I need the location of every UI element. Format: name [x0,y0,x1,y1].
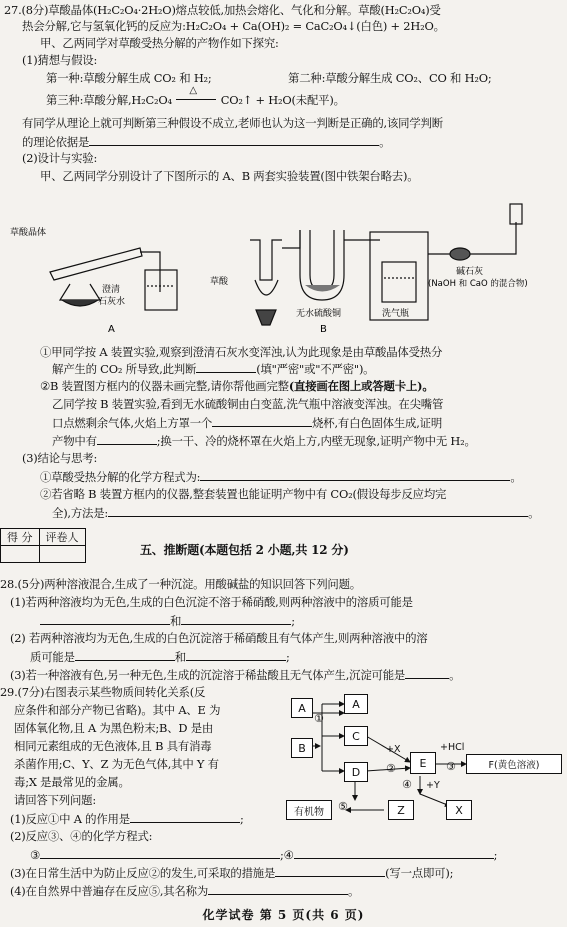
q27-line-20: 全),方法是: 。 [52,506,540,520]
reaction-1-label: ① [314,712,324,725]
q27-hypothesis-3: 第三种:草酸分解,H₂C₂O₄ △ CO₂↑ + H₂O(未配平)。 [46,85,345,107]
label-wash-bottle: 洗气瓶 [382,309,410,319]
apparatus-figure [10,200,555,340]
node-a-2: A [344,694,368,714]
q27-line-9: (2)设计与实验: [22,151,98,165]
answer-blank[interactable] [40,848,280,859]
q28-line-1: 28.(5分)两种溶液混合,生成了一种沉淀。用酸碱盐的知识回答下列问题。 [0,577,362,591]
score-cell: 得 分 [1,529,40,546]
score-table [0,528,86,563]
answer-blank[interactable] [97,434,157,445]
label-oxalic: 草酸 [210,277,229,287]
q29-line-5: 杀菌作用;C、Y、Z 为无色气体,其中 Y 有 [14,757,219,771]
q28-line-2: (1)若两种溶液均为无色,生成的白色沉淀不溶于稀硝酸,则两种溶液中的溶质可能是 [10,595,413,609]
node-b: B [291,738,313,758]
reaction-3-label: ③ [446,760,456,773]
q29-line-2: 应条件和部分产物已省略)。其中 A、E 为 [14,703,221,717]
q27-line-11: ①甲同学按 A 装置实验,观察到澄清石灰水变浑浊,认为此现象是由草酸晶体受热分 [40,345,443,359]
node-a: A [291,698,313,718]
label-sodalime-2: (NaOH 和 CaO 的混合物) [428,279,528,289]
q28-line-6: (3)若一种溶液有色,另一种无色,生成的沉淀溶于稀盐酸且无气体产生,沉淀可能是 。 [10,668,461,682]
q27-line-1: 27.(8分)草酸晶体(H₂C₂O₄·2H₂O)熔点较低,加热会熔化、气化和分解。草酸(H₂C₂O₄)受 [4,3,441,17]
plus-y-label: +Y [426,780,440,791]
q27-line-17: (3)结论与思考: [22,451,98,465]
answer-blank[interactable] [212,416,312,427]
node-z: Z [388,800,414,820]
q27-line-3: 甲、乙两同学对草酸受热分解的产物作如下探究: [40,36,279,50]
answer-blank[interactable] [405,668,449,679]
answer-blank[interactable] [75,650,175,661]
q27-line-13: ②B 装置图方框内的仪器未画完整,请你帮他画完整(直接画在图上或答题卡上)。 [40,379,434,393]
label-a: A [108,324,115,335]
q27-hypothesis-1: 第一种:草酸分解生成 CO₂ 和 H₂; [46,71,212,85]
label-limewater-2: 石灰水 [98,297,126,307]
node-f: F(黄色溶液) [466,754,562,774]
answer-blank[interactable] [186,650,286,661]
q27-line-18: ①草酸受热分解的化学方程式为: 。 [40,470,522,484]
q27-line-2: 热会分解,它与氢氧化钙的反应为:H₂C₂O₄ + Ca(OH)₂ = CaC₂O₄↓(白色) + 2H₂O。 [22,19,445,33]
q28-line-5: 质可能是 和 ; [30,650,290,664]
reaction-5-label: ⑤ [338,800,348,813]
answer-blank[interactable] [40,614,170,625]
answer-blank[interactable] [200,470,510,481]
q29-line-8: (1)反应①中 A 的作用是 ; [10,812,244,826]
q27-line-14: 乙同学按 B 装置实验,看到无水硫酸铜由白变蓝,洗气瓶中溶液变浑浊。在尖嘴管 [52,397,444,411]
node-d: D [344,762,368,782]
answer-blank[interactable] [89,135,379,146]
q29-line-6: 毒;X 是最常见的金属。 [14,775,130,789]
reaction-2-label: ② [386,762,396,775]
q29-line-9: (2)反应③、④的化学方程式: [10,829,153,843]
q28-line-3: 和 ; [40,614,295,628]
node-organic: 有机物 [286,800,332,820]
page-footer: 化学试卷 第 5 页(共 6 页) [202,908,365,922]
answer-blank[interactable] [181,614,291,625]
label-b: B [320,324,327,335]
q29-line-10: ③ ;④ ; [30,848,498,862]
grader-cell: 评卷人 [39,529,85,546]
answer-blank[interactable] [196,362,256,373]
answer-blank[interactable] [294,848,494,859]
label-limewater: 澄清 [102,285,121,295]
reaction-4-label: ④ [402,778,412,791]
node-e: E [410,752,436,774]
heat-arrow: △ [175,94,217,107]
plus-x-label: +X [386,744,401,755]
q27-line-19: ②若省略 B 装置方框内的仪器,整套装置也能证明产物中有 CO₂(假设每步反应均完 [40,487,447,501]
q27-line-8: 的理论依据是 。 [22,135,391,149]
node-c: C [344,726,368,746]
q27-line-12: 解产生的 CO₂ 所导致,此判断 (填"严密"或"不严密")。 [52,362,375,376]
q27-hypothesis-2: 第二种:草酸分解生成 CO₂、CO 和 H₂O; [288,71,492,85]
label-sodalime: 碱石灰 [456,267,484,277]
q27-line-7: 有同学从理论上就可判断第三种假设不成立,老师也认为这一判断是正确的,该同学判断 [22,116,443,130]
q27-line-16: 产物中有 ;换一干、冷的烧杯罩在火焰上方,内壁无现象,证明产物中无 H₂。 [52,434,476,448]
q29-line-3: 固体氧化物,且 A 为黑色粉末;B、D 是由 [14,721,214,735]
answer-blank[interactable] [108,506,528,517]
q29-line-11: (3)在日常生活中为防止反应②的发生,可采取的措施是 (写一点即可); [10,866,454,880]
q29-line-7: 请回答下列问题: [14,793,96,807]
q29-line-12: (4)在自然界中普遍存在反应⑤,其名称为 。 [10,884,360,898]
q29-line-4: 相同元素组成的无色液体,且 B 具有消毒 [14,739,212,753]
section-5-title: 五、推断题(本题包括 2 小题,共 12 分) [140,543,349,557]
answer-blank[interactable] [275,866,385,877]
q27-line-10: 甲、乙两同学分别设计了下图所示的 A、B 两套实验装置(图中铁架台略去)。 [40,169,419,183]
plus-hcl-label: +HCl [440,742,465,753]
label-cuso4: 无水硫酸铜 [296,309,342,319]
answer-blank[interactable] [130,812,240,823]
q29-line-1: 29.(7分)右图表示某些物质间转化关系(反 [0,685,206,699]
label-crystal: 草酸晶体 [10,228,47,238]
q27-line-15: 口点燃剩余气体,火焰上方罩一个 烧杯,有白色固体生成,证明 [52,416,443,430]
q27-line-4: (1)猜想与假设: [22,53,98,67]
answer-blank[interactable] [208,884,348,895]
q28-line-4: (2) 若两种溶液均为无色,生成的白色沉淀溶于稀硝酸且有气体产生,则两种溶液中的溶 [10,631,428,645]
node-x: X [446,800,472,820]
